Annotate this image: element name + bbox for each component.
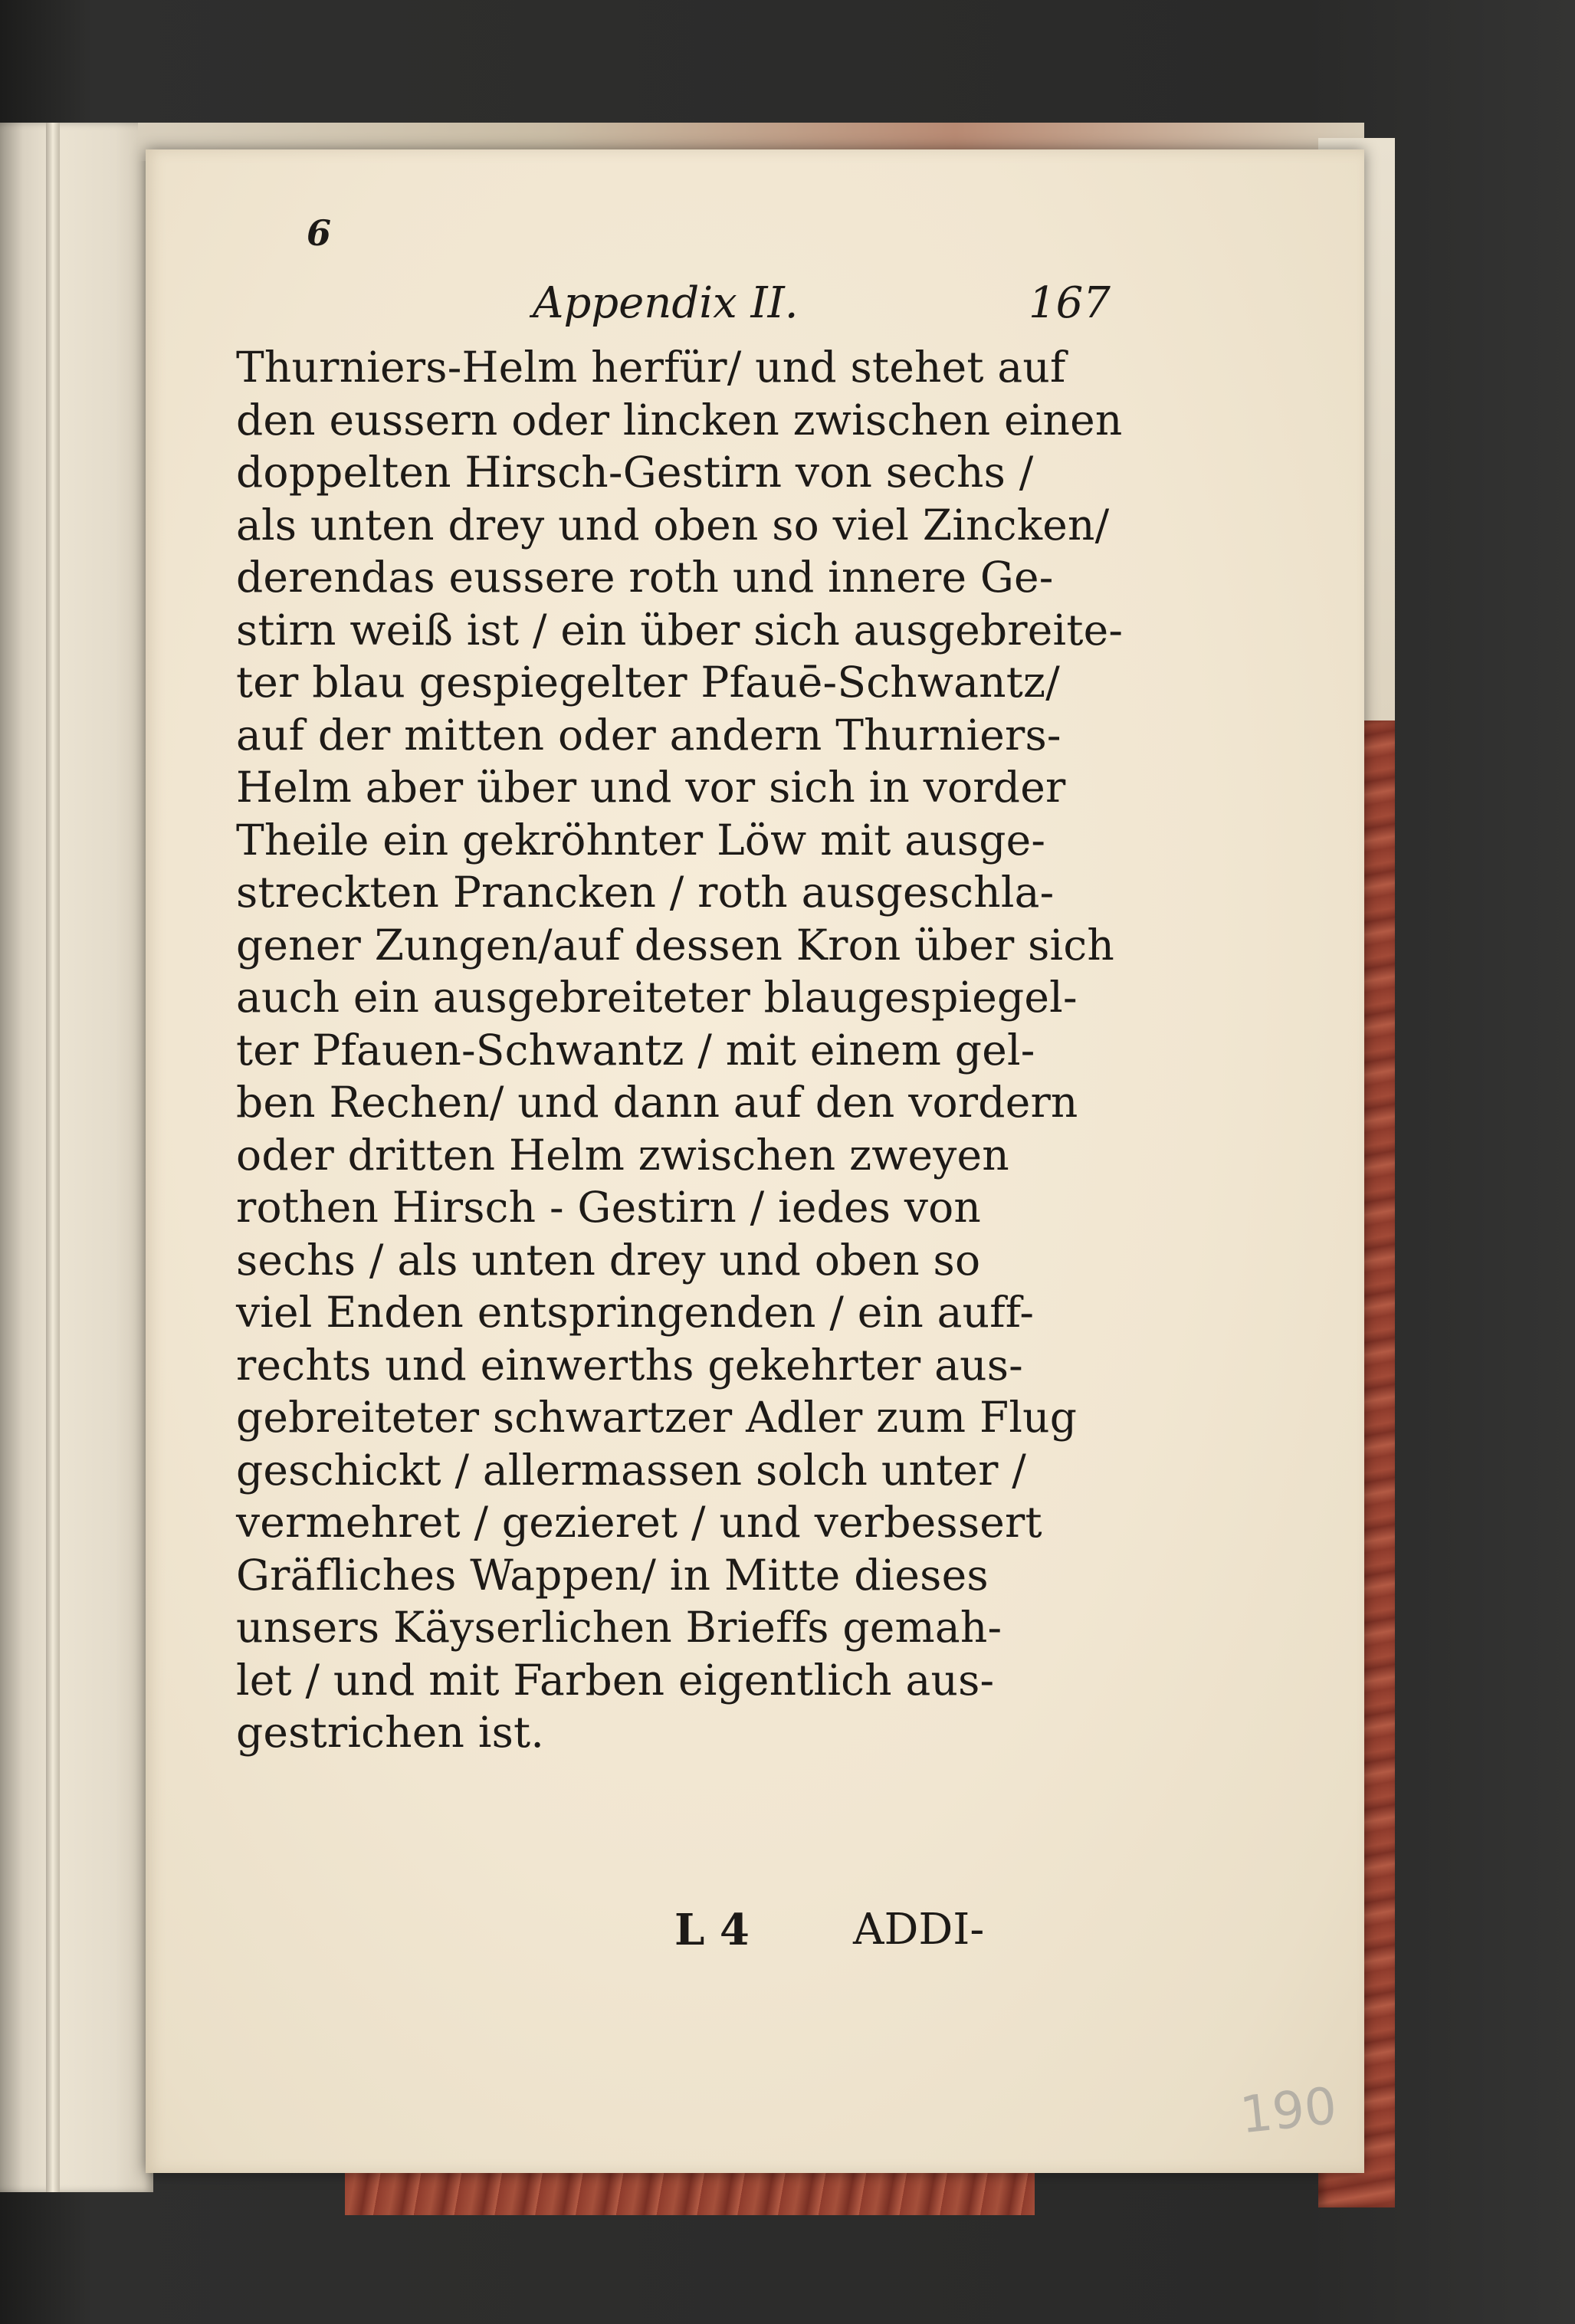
text-line: gestrichen ist. [236, 1708, 545, 1757]
page-number: 167 [1029, 278, 1111, 328]
text-line: den eussern oder lincken zwischen einen [236, 395, 1123, 445]
text-line: Gräfliches Wappen/ in Mitte dieses [236, 1550, 989, 1600]
page-footer [146, 1905, 1364, 1966]
text-line: derendas eussere roth und innere Ge- [236, 553, 1054, 602]
signature-mark: L 4 [674, 1905, 750, 1955]
left-page-edge [0, 123, 153, 2192]
text-line: doppelten Hirsch-Gestirn von sechs / [236, 448, 1034, 497]
text-line: streckten Prancken / roth ausgeschla- [236, 868, 1055, 917]
body-text [236, 341, 1124, 1759]
text-line: let / und mit Farben eigentlich aus- [236, 1655, 995, 1705]
text-line: Helm aber über und vor sich in vorder [236, 763, 1066, 812]
book-gutter [46, 123, 60, 2192]
text-line: sechs / als unten drey und oben so [236, 1235, 981, 1285]
text-line: auf der mitten oder andern Thurniers- [236, 710, 1061, 760]
text-line: als unten drey und oben so viel Zincken/ [236, 500, 1110, 550]
running-head: Appendix II. [533, 278, 799, 328]
text-line: rothen Hirsch - Gestirn / iedes von [236, 1183, 982, 1232]
text-line: rechts und einwerths gekehrter aus- [236, 1340, 1023, 1390]
text-line: ben Rechen/ und dann auf den vordern [236, 1078, 1078, 1127]
book-page [146, 149, 1364, 2173]
text-line: vermehret / gezieret / und verbessert [236, 1498, 1042, 1547]
text-line: stirn weiß ist / ein über sich ausgebreite- [236, 605, 1124, 655]
text-line: viel Enden entspringenden / ein auff- [236, 1288, 1035, 1337]
text-line: Theile ein gekröhnter Löw mit ausge- [236, 815, 1046, 865]
text-line: oder dritten Helm zwischen zweyen [236, 1130, 1009, 1180]
text-line: Thurniers-Helm herfür/ und stehet auf [236, 343, 1066, 392]
text-line: auch ein ausgebreiteter blaugespiegel- [236, 973, 1078, 1022]
text-line: ter blau gespiegelter Pfauē-Schwantz/ [236, 658, 1060, 707]
pencil-folio-number: 190 [1237, 2076, 1340, 2145]
text-line: ter Pfauen-Schwantz / mit einem gel- [236, 1025, 1035, 1075]
text-line: geschickt / allermassen solch unter / [236, 1445, 1027, 1495]
header-mark: 6 [307, 212, 332, 254]
text-line: unsers Käyserlichen Brieffs gemah- [236, 1603, 1002, 1652]
text-line: gener Zungen/auf dessen Kron über sich [236, 920, 1114, 970]
text-line: gebreiteter schwartzer Adler zum Flug [236, 1393, 1078, 1442]
catchword: ADDI- [853, 1905, 985, 1955]
